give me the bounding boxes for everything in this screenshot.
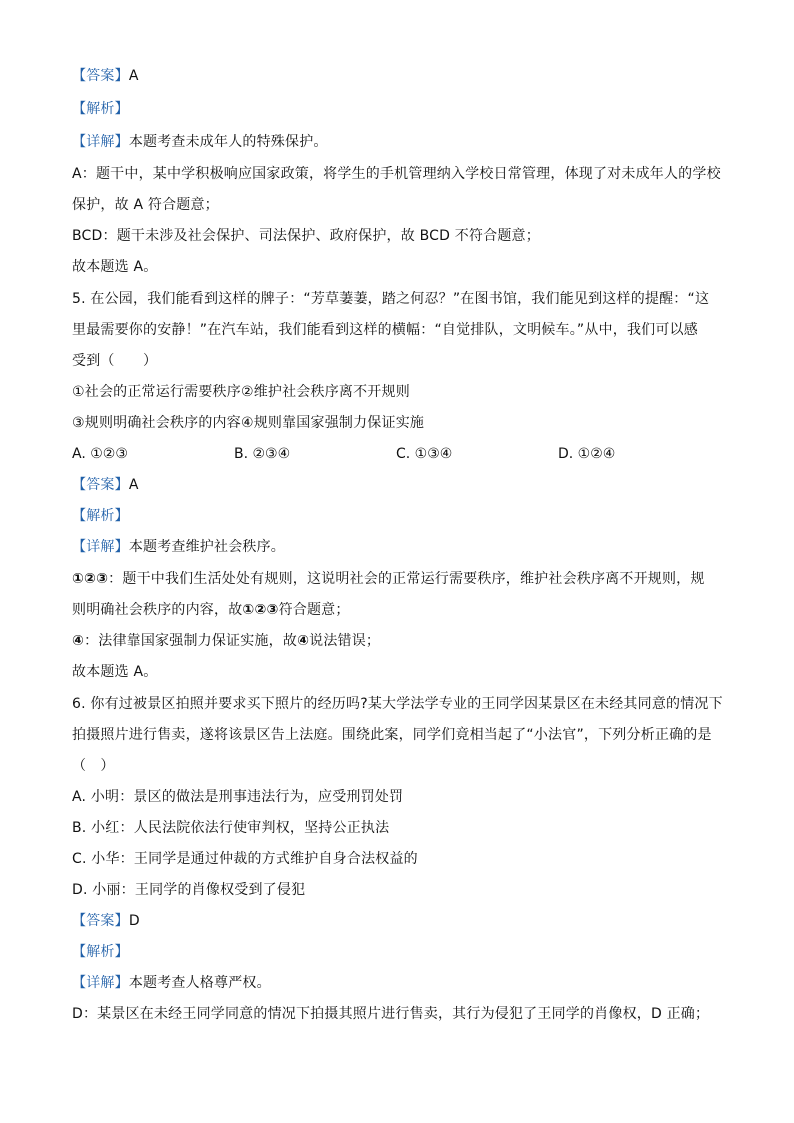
- q4-conclusion: 故本题选 A。: [72, 259, 158, 275]
- q5-answer-line: [72, 476, 732, 494]
- q6-stem-1: 6. 你有过被景区拍照并要求买下照片的经历吗?某大学法学专业的王同学因某景区在未经其同意的情况下: [72, 696, 723, 712]
- detail-text: 本题考查维护社会秩序。: [128, 539, 286, 555]
- detail-label: 【详解】: [72, 975, 129, 991]
- q5-statement-2: ③规则明确社会秩序的内容④规则靠国家强制力保证实施: [72, 415, 425, 431]
- q4-option-a-explanation-2: 保护，故 A 符合题意；: [72, 197, 219, 213]
- explanation-text: 则明确社会秩序的内容，故: [72, 602, 243, 618]
- answer-label: 【答案】: [72, 477, 129, 493]
- answer-value: A: [128, 68, 139, 84]
- explanation-bold-markers: ①②③: [72, 571, 109, 587]
- q6-option-a: A. 小明：景区的做法是刑事违法行为，应受刑罚处罚: [72, 789, 404, 805]
- detail-text: 本题考查人格尊严权。: [128, 975, 271, 991]
- q5-option-c: C. ①③④: [396, 446, 453, 462]
- q5-stem-2: 里最需要你的安静！”在汽车站，我们能看到这样的横幅：“自觉排队，文明候车。”从中，我们可以感: [72, 322, 698, 338]
- q6-option-c: C. 小华：王同学是通过仲裁的方式维护自身合法权益的: [72, 851, 418, 867]
- q4-answer-line: [72, 67, 732, 85]
- explanation-text: 符合题意；: [278, 602, 350, 618]
- q4-analysis-label: [72, 100, 732, 118]
- q4-detail-line: [72, 133, 732, 151]
- q5-conclusion: 故本题选 A。: [72, 664, 158, 680]
- q6-detail-line: [72, 974, 732, 992]
- detail-label: 【详解】: [72, 539, 129, 555]
- q6-option-d-explanation: D：某景区在未经王同学同意的情况下拍摄其照片进行售卖，其行为侵犯了王同学的肖像权，D 正确；: [72, 1006, 710, 1022]
- q5-analysis-label: [72, 507, 732, 525]
- answer-label: 【答案】: [72, 913, 129, 929]
- analysis-label: 【解析】: [72, 508, 129, 524]
- q6-stem-3: （ ）: [72, 758, 115, 774]
- q6-answer-line: [72, 912, 732, 930]
- q5-explanation-1: [72, 570, 732, 588]
- analysis-label: 【解析】: [72, 101, 129, 117]
- detail-text: 本题考查未成年人的特殊保护。: [128, 134, 328, 150]
- explanation-bold-markers: ④: [297, 633, 310, 649]
- q5-stem-1: 5. 在公园，我们能看到这样的牌子：“芳草萋萋，踏之何忍？”在图书馆，我们能见到这样的提醒：“这: [72, 291, 710, 307]
- q5-option-a: A. ①②③: [72, 446, 128, 462]
- answer-value: D: [128, 913, 140, 929]
- answer-label: 【答案】: [72, 68, 129, 84]
- q5-explanation-2: [72, 601, 732, 619]
- q6-option-d: D. 小丽：王同学的肖像权受到了侵犯: [72, 882, 306, 898]
- q5-option-d: D. ①②④: [558, 446, 616, 462]
- q6-analysis-label: [72, 943, 732, 961]
- q5-explanation-3: [72, 632, 732, 650]
- q5-detail-line: [72, 538, 732, 556]
- analysis-label: 【解析】: [72, 944, 129, 960]
- explanation-text: 说法错误；: [309, 633, 381, 649]
- q4-option-bcd-explanation: BCD：题干未涉及社会保护、司法保护、政府保护，故 BCD 不符合题意；: [72, 228, 540, 244]
- explanation-bold-markers: ①②③: [242, 602, 279, 618]
- explanation-text: ：题干中我们生活处处有规则，这说明社会的正常运行需要秩序，维护社会秩序离不开规则，规: [108, 571, 705, 587]
- q4-option-a-explanation-1: A：题干中，某中学积极响应国家政策，将学生的手机管理纳入学校日常管理，体现了对未成年人的学校: [72, 166, 721, 182]
- detail-label: 【详解】: [72, 134, 129, 150]
- q6-stem-2: 拍摄照片进行售卖，遂将该景区告上法庭。围绕此案，同学们竟相当起了“小法官”，下列分析正确的是: [72, 727, 712, 743]
- q5-stem-3: 受到（ ）: [72, 353, 158, 369]
- answer-value: A: [128, 477, 139, 493]
- q5-option-b: B. ②③④: [234, 446, 291, 462]
- q6-option-b: B. 小红：人民法院依法行使审判权，坚持公正执法: [72, 820, 390, 836]
- q5-statement-1: ①社会的正常运行需要秩序②维护社会秩序离不开规则: [72, 384, 410, 400]
- explanation-text: ：法律靠国家强制力保证实施，故: [84, 633, 298, 649]
- explanation-bold-markers: ④: [72, 633, 85, 649]
